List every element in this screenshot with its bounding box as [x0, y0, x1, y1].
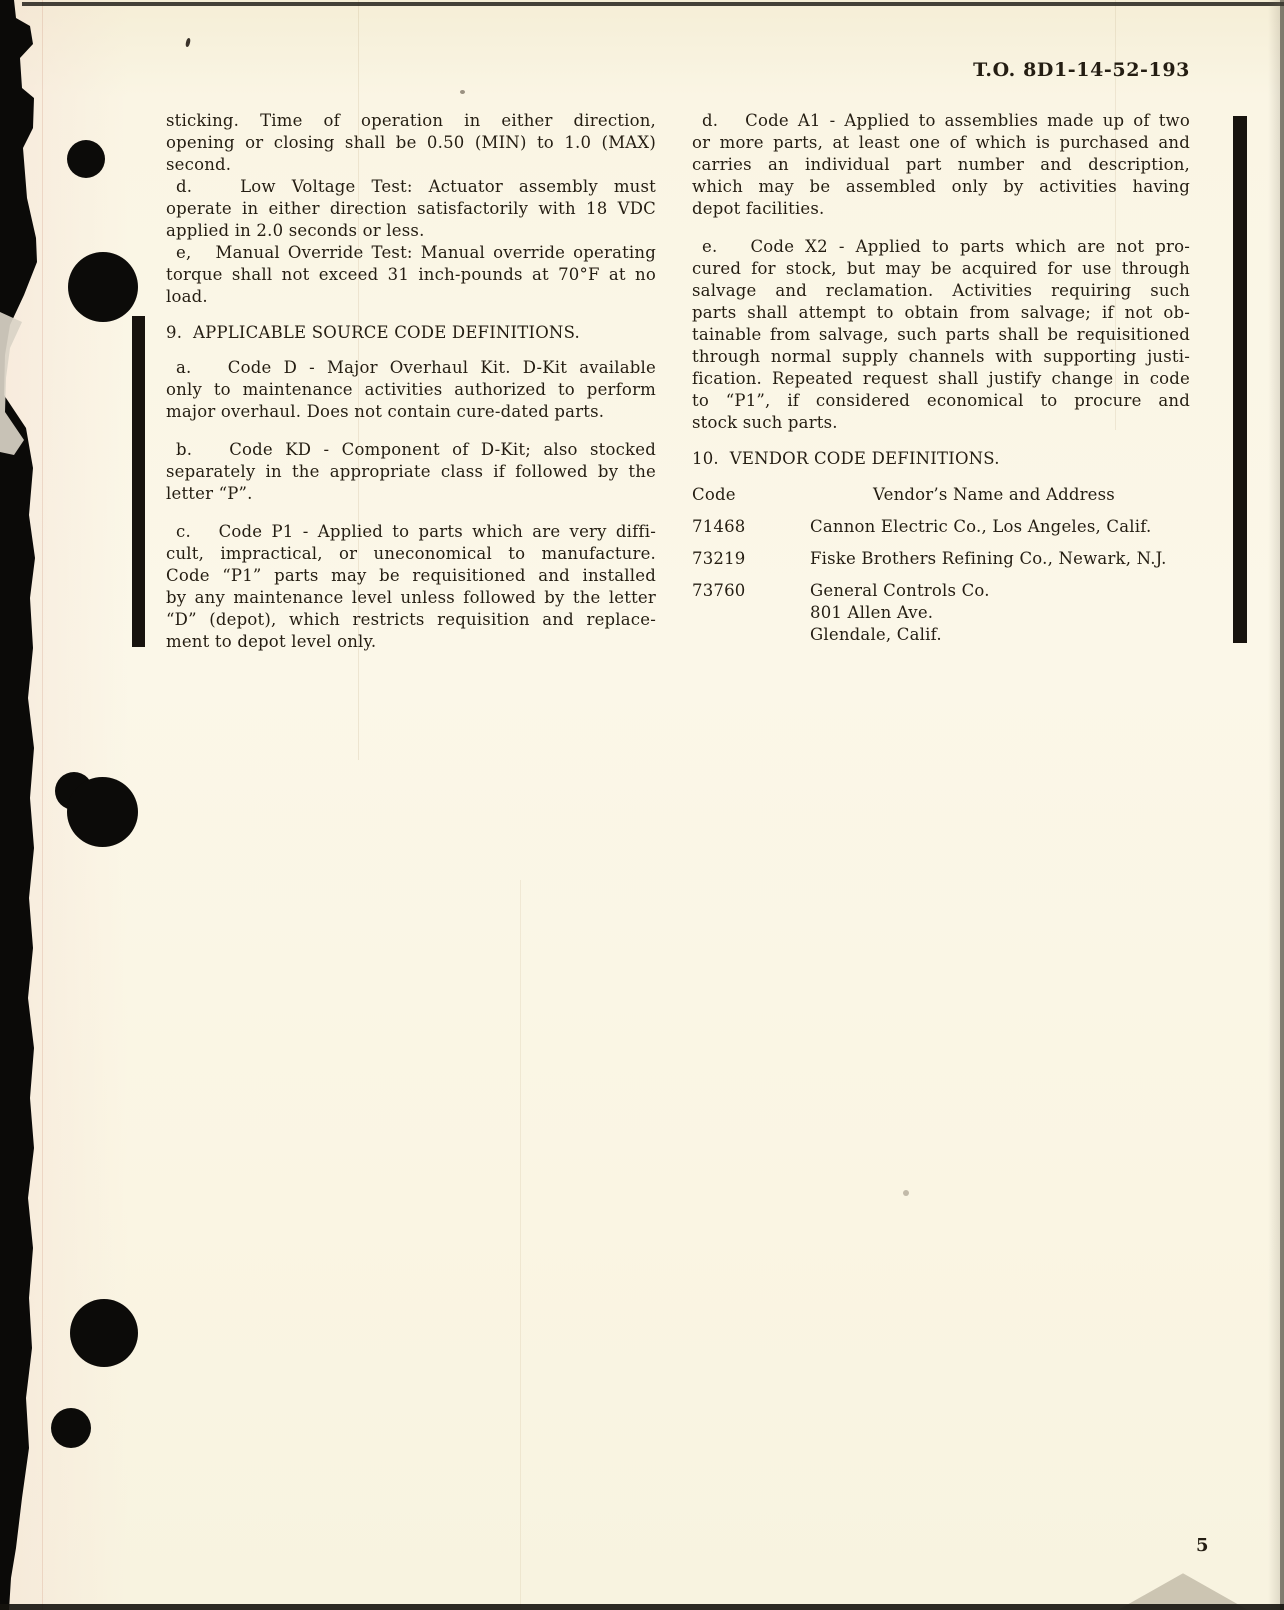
vendor-name [798, 580, 1190, 646]
text-line: Code “P1” parts may be requisitioned and installed [166, 566, 656, 585]
ink-speck [460, 90, 465, 94]
text-line: e, Manual Override Test: Manual override operating [176, 243, 656, 262]
text-line: depot facilities. [692, 199, 825, 218]
text-line: c. Code P1 - Applied to parts which are very diffi- [176, 522, 656, 541]
paragraph [166, 357, 656, 423]
text-line: separately in the appropriate class if followed by the [166, 462, 656, 481]
change-bar-left [132, 316, 145, 647]
text-line: letter “P”. [166, 484, 253, 503]
page-edge-bottom [0, 1604, 1284, 1610]
text-line: operate in either direction satisfactorily with 18 VDC [166, 199, 656, 218]
vendor-code: 73760 [692, 581, 746, 600]
text-line: d. Code A1 - Applied to assemblies made up of two [702, 111, 1190, 130]
hole-punch-mark [70, 1299, 138, 1367]
text-line: cult, impractical, or uneconomical to manufacture. [166, 544, 656, 563]
hole-punch-mark [51, 1408, 91, 1448]
paragraph [166, 110, 656, 176]
text-line: sticking. Time of operation in either direction, [166, 111, 656, 130]
ink-speck [903, 1190, 909, 1196]
section-heading: 10. VENDOR CODE DEFINITIONS. [692, 449, 1000, 468]
text-line: or more parts, at least one of which is purchased and [692, 133, 1190, 152]
vendor-row [692, 580, 1190, 646]
left-column [166, 110, 656, 653]
code-column-header: Code [692, 485, 736, 504]
section-heading: 9. APPLICABLE SOURCE CODE DEFINITIONS. [166, 323, 580, 342]
text-line: tainable from salvage, such parts shall be requisitioned [692, 325, 1190, 344]
hole-punch-mark [67, 140, 105, 178]
text-line: carries an individual part number and description, [692, 155, 1190, 174]
page-number: 5 [1196, 1535, 1209, 1556]
ink-speck [185, 38, 191, 48]
hole-punch-mark [67, 777, 138, 847]
text-line: torque shall not exceed 31 inch-pounds at 70°F at no [166, 265, 656, 284]
vendor-table-header [692, 484, 1190, 506]
text-line: e. Code X2 - Applied to parts which are not pro- [702, 237, 1190, 256]
paragraph [166, 176, 656, 242]
vendor-table [692, 484, 1190, 646]
page-edge-top [22, 2, 1284, 6]
text-line: “D” (depot), which restricts requisition and replace- [166, 610, 656, 629]
vendor-name-line: Glendale, Calif. [810, 625, 942, 644]
paragraph [692, 236, 1190, 434]
text-line: opening or closing shall be 0.50 (MIN) to 1.0 (MAX) [166, 133, 656, 152]
right-column-text [692, 110, 1190, 470]
vendor-name-line: Cannon Electric Co., Los Angeles, Calif. [810, 517, 1152, 536]
text-line: a. Code D - Major Overhaul Kit. D-Kit available [176, 358, 656, 377]
text-line: only to maintenance activities authorized to perform [166, 380, 656, 399]
technical-order-number: T.O. 8D1-14-52-193 [973, 59, 1190, 81]
text-line: major overhaul. Does not contain cure-dated parts. [166, 402, 605, 421]
text-line: load. [166, 287, 208, 306]
vendor-name [798, 548, 1190, 570]
hole-punch-mark [68, 252, 138, 322]
vendor-column-header: Vendor’s Name and Address [873, 485, 1115, 504]
vendor-code: 73219 [692, 549, 746, 568]
text-line: fication. Repeated request shall justify change in code [692, 369, 1190, 388]
page-edge-right [1280, 0, 1284, 1610]
text-line: stock such parts. [692, 413, 838, 432]
text-line: ment to depot level only. [166, 632, 377, 651]
vendor-row [692, 516, 1190, 538]
text-line: which may be assembled only by activities having [692, 177, 1190, 196]
text-line: to “P1”, if considered economical to procure and [692, 391, 1190, 410]
text-line: b. Code KD - Component of D-Kit; also stocked [176, 440, 656, 459]
vendor-row [692, 548, 1190, 570]
vendor-name-line: Fiske Brothers Refining Co., Newark, N.J. [810, 549, 1167, 568]
text-line: by any maintenance level unless followed by the letter [166, 588, 656, 607]
change-bar-right [1233, 116, 1247, 643]
text-line: salvage and reclamation. Activities requiring such [692, 281, 1190, 300]
torn-edge [0, 0, 60, 1610]
vendor-code: 71468 [692, 517, 746, 536]
vendor-name [798, 516, 1190, 538]
right-column [692, 110, 1190, 646]
text-line: second. [166, 155, 232, 174]
text-line: d. Low Voltage Test: Actuator assembly must [176, 177, 656, 196]
vendor-name-line: 801 Allen Ave. [810, 603, 934, 622]
paragraph [166, 242, 656, 308]
paragraph [166, 521, 656, 653]
vendor-name-line: General Controls Co. [810, 581, 990, 600]
crease-line [520, 880, 521, 1610]
text-line: parts shall attempt to obtain from salvage; if not ob- [692, 303, 1190, 322]
text-line: applied in 2.0 seconds or less. [166, 221, 425, 240]
paragraph [692, 110, 1190, 220]
text-line: through normal supply channels with supporting justi- [692, 347, 1190, 366]
paragraph [166, 439, 656, 505]
text-line: cured for stock, but may be acquired for use through [692, 259, 1190, 278]
